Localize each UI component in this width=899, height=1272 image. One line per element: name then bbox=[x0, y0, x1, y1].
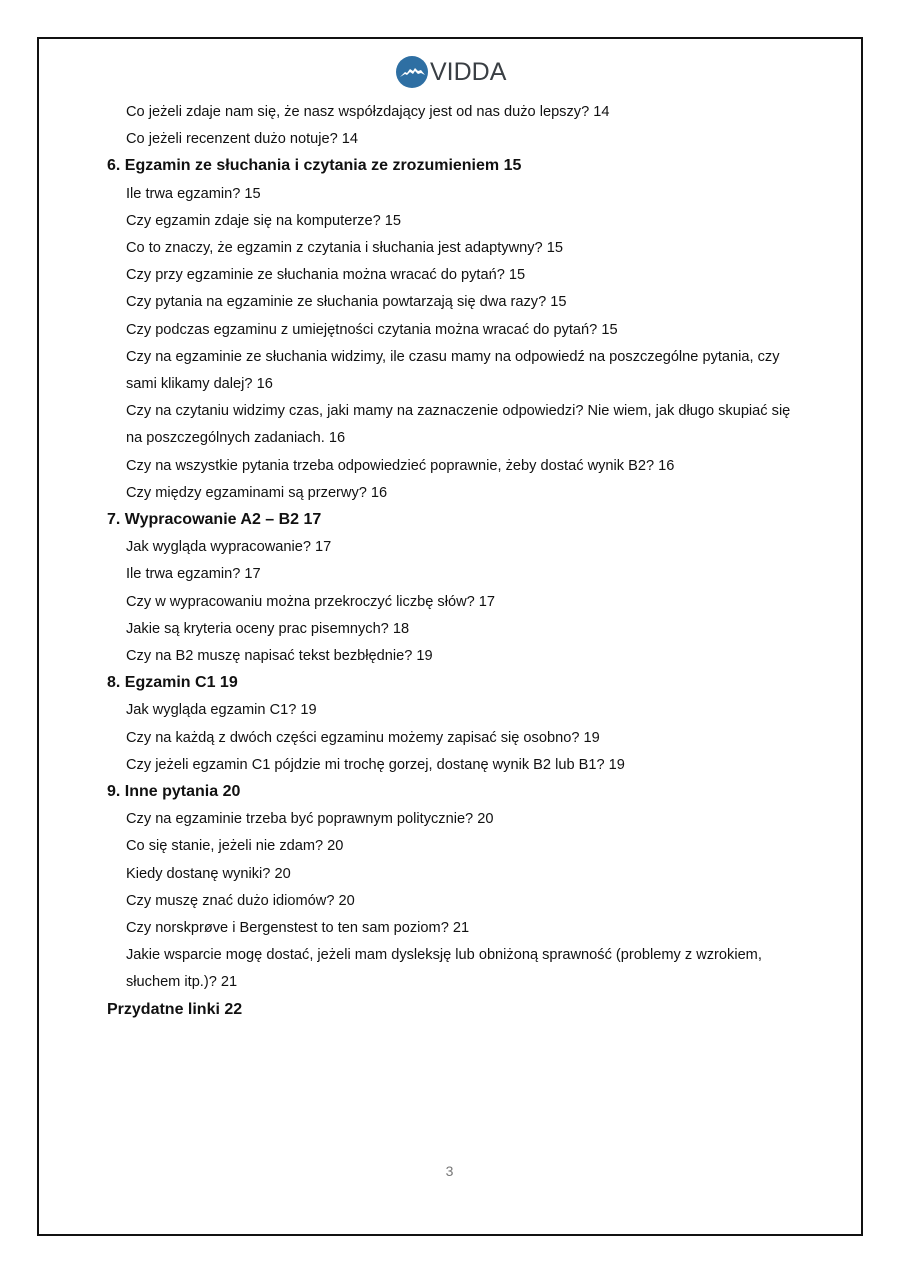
toc-entry[interactable]: Czy muszę znać dużo idiomów? 20 bbox=[126, 892, 355, 909]
toc-section-heading[interactable]: 8. Egzamin C1 19 bbox=[107, 674, 238, 692]
toc-section-heading[interactable]: 6. Egzamin ze słuchania i czytania ze zrozumieniem 15 bbox=[107, 157, 522, 175]
toc-section-heading[interactable]: 7. Wypracowanie A2 – B2 17 bbox=[107, 511, 322, 528]
toc-entry[interactable]: Czy norskprøve i Bergenstest to ten sam poziom? 21 bbox=[126, 920, 470, 936]
toc-entry[interactable]: Jak wygląda egzamin C1? 19 bbox=[126, 702, 317, 719]
toc-entry[interactable]: Czy podczas egzaminu z umiejętności czytania można wracać do pytań? 15 bbox=[126, 321, 618, 338]
toc-entry[interactable]: Czy na egzaminie trzeba być poprawnym politycznie? 20 bbox=[126, 811, 494, 828]
toc-entry[interactable]: Ile trwa egzamin? 15 bbox=[126, 185, 261, 202]
toc-entry[interactable]: Co jeżeli zdaje nam się, że nasz współzdający jest od nas dużo lepszy? 14 bbox=[126, 104, 610, 120]
toc-entry[interactable]: Czy na B2 muszę napisać tekst bezbłędnie? 19 bbox=[126, 648, 433, 664]
vidda-logo bbox=[396, 55, 506, 89]
toc-entry[interactable]: Co jeżeli recenzent dużo notuje? 14 bbox=[126, 131, 359, 148]
mountain-circle-icon bbox=[396, 56, 428, 88]
toc-entry[interactable]: Kiedy dostanę wyniki? 20 bbox=[126, 865, 291, 882]
toc-entry[interactable]: Czy na czytaniu widzimy czas, jaki mamy na zaznaczenie odpowiedzi? Nie wiem, jak długo skupiać się bbox=[126, 403, 791, 420]
page-number: 3 bbox=[445, 1163, 454, 1179]
toc-entry[interactable]: Ile trwa egzamin? 17 bbox=[126, 566, 261, 583]
toc-entry[interactable]: sami klikamy dalej? 16 bbox=[126, 376, 273, 392]
toc-entry[interactable]: Czy na egzaminie ze słuchania widzimy, ile czasu mamy na odpowiedź na poszczególne pytania, czy bbox=[126, 348, 780, 365]
toc-entry[interactable]: na poszczególnych zadaniach. 16 bbox=[126, 430, 346, 447]
toc-entry[interactable]: Czy przy egzaminie ze słuchania można wracać do pytań? 15 bbox=[126, 267, 526, 284]
toc-entry[interactable]: Czy egzamin zdaje się na komputerze? 15 bbox=[126, 212, 401, 229]
toc-entry[interactable]: Czy na wszystkie pytania trzeba odpowiedzieć poprawnie, żeby dostać wynik B2? 16 bbox=[126, 457, 675, 474]
toc-entry[interactable]: Czy pytania na egzaminie ze słuchania powtarzają się dwa razy? 15 bbox=[126, 294, 567, 311]
toc-entry[interactable]: Jakie są kryteria oceny prac pisemnych? 18 bbox=[126, 620, 410, 637]
toc-entry[interactable]: Czy jeżeli egzamin C1 pójdzie mi trochę gorzej, dostanę wynik B2 lub B1? 19 bbox=[126, 756, 625, 773]
toc-entry[interactable]: Czy na każdą z dwóch części egzaminu możemy zapisać się osobno? 19 bbox=[126, 729, 600, 746]
logo-text: VIDDA bbox=[430, 58, 507, 86]
toc-entry[interactable]: Co to znaczy, że egzamin z czytania i słuchania jest adaptywny? 15 bbox=[126, 240, 563, 256]
toc-entry[interactable]: Czy między egzaminami są przerwy? 16 bbox=[126, 484, 388, 501]
toc-entry[interactable]: Jak wygląda wypracowanie? 17 bbox=[126, 539, 332, 556]
toc-entry[interactable]: Jakie wsparcie mogę dostać, jeżeli mam dysleksję lub obniżoną sprawność (problemy z wzrokiem, bbox=[126, 947, 762, 964]
toc-entry[interactable]: Co się stanie, jeżeli nie zdam? 20 bbox=[126, 838, 344, 855]
toc-entry[interactable]: słuchem itp.)? 21 bbox=[126, 974, 238, 991]
toc-section-heading[interactable]: 9. Inne pytania 20 bbox=[107, 783, 241, 800]
toc-section-heading[interactable]: Przydatne linki 22 bbox=[107, 1000, 243, 1018]
toc-entry[interactable]: Czy w wypracowaniu można przekroczyć liczbę słów? 17 bbox=[126, 593, 496, 610]
